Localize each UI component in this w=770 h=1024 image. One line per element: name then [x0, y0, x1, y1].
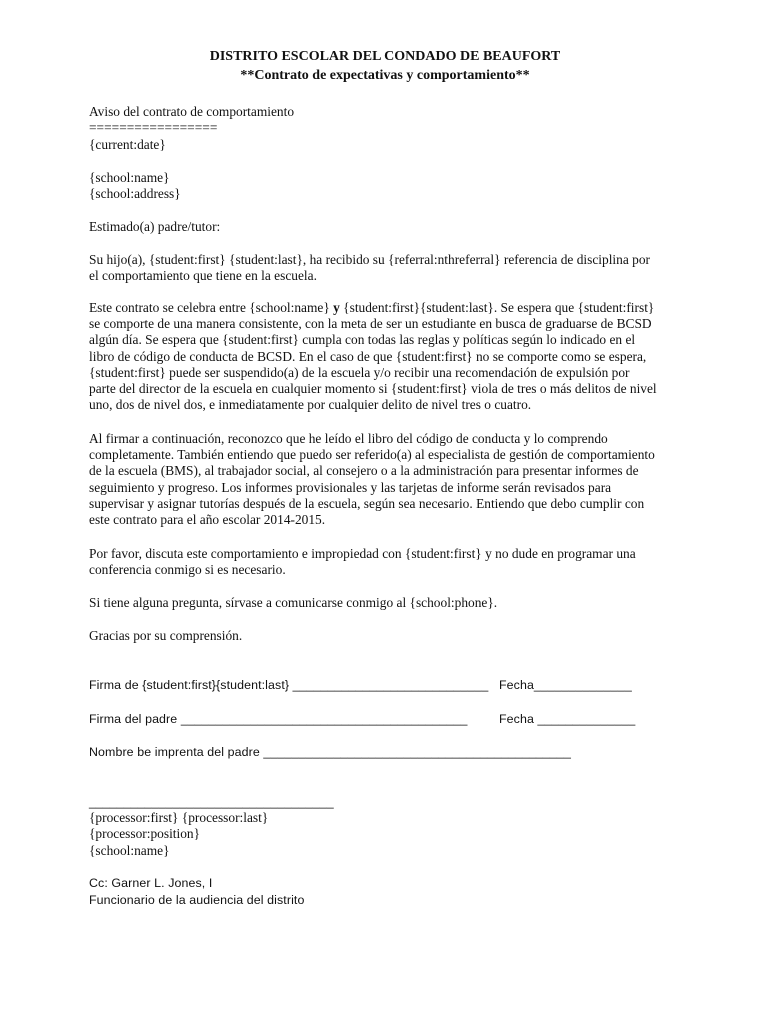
contract-text: {student:first}{student:last}. Se espera que {student:first} — [339, 300, 655, 315]
paragraph-line: uno, dos de nivel dos, e inmediatamente por cualquier delito de nivel tres o cuatro. — [89, 397, 532, 413]
processor-signature-line[interactable]: ___________________________________ — [89, 795, 334, 809]
parent-print-name-row — [89, 744, 571, 761]
paragraph-acknowledgement — [89, 431, 689, 528]
paragraph-line: seguimiento y progreso. Los informes provisionales y las tarjetas de informe serán revisados para — [89, 479, 612, 495]
contract-text: Este contrato se celebra entre {school:name} — [89, 300, 334, 315]
contract-bold-y: y — [333, 300, 340, 315]
notice-title: Aviso del contrato de comportamiento — [89, 104, 295, 119]
paragraph-referral — [89, 252, 689, 284]
school-name: {school:name} — [89, 170, 170, 185]
paragraph-line: el comportamiento que tiene en la escuela. — [89, 268, 317, 284]
cc-title: Funcionario de la audiencia del distrito — [89, 893, 305, 907]
paragraph-line: completamente. También entiendo que puedo ser referido(a) al especialista de gestión de comportamiento — [89, 447, 655, 463]
paragraph-questions: Si tiene alguna pregunta, sírvase a comunicarse conmigo al {school:phone}. — [89, 595, 498, 610]
student-signature-date[interactable]: Fecha______________ — [499, 678, 632, 692]
current-date: {current:date} — [89, 137, 166, 152]
paragraph-line: libro de código de conducta de BCSD. En el caso de que {student:first} no se comporte como se espera, — [89, 348, 647, 364]
paragraph-line: este contrato para el año escolar 2014-2015. — [89, 512, 326, 528]
paragraph-contract — [89, 300, 689, 413]
student-signature-label: Firma de {student:first}{student:last} — [89, 678, 293, 692]
paragraph-line: parte del director de la escuela en cualquier momento si {student:first} viola de tres o más delitos de nivel — [89, 381, 657, 397]
paragraph-discuss — [89, 546, 689, 578]
paragraph-line: Por favor, discuta este comportamiento e impropiedad con {student:first} y no dude en programar una — [89, 546, 636, 561]
notice-underline: ================= — [89, 120, 218, 135]
paragraph-line: {student:first} puede ser suspendido(a) de la escuela y/o recibir una recomendación de expulsión por — [89, 364, 630, 380]
paragraph-line — [89, 300, 689, 316]
paragraph-line: Al firmar a continuación, reconozco que he leído el libro del código de conducta y lo comprendo — [89, 431, 608, 446]
contract-title: **Contrato de expectativas y comportamiento** — [240, 68, 530, 83]
closing-thanks: Gracias por su comprensión. — [89, 628, 243, 643]
salutation: Estimado(a) padre/tutor: — [89, 219, 221, 234]
student-signature-row — [89, 677, 488, 694]
paragraph-line: conferencia conmigo si es necesario. — [89, 562, 286, 578]
district-title: DISTRITO ESCOLAR DEL CONDADO DE BEAUFORT — [209, 49, 561, 64]
cc-name: Cc: Garner L. Jones, I — [89, 876, 213, 890]
parent-print-name-line[interactable]: ____________________________________________ — [263, 745, 572, 759]
paragraph-line: supervisar y asignar tutorías después de la escuela, según sea necesario. Entiendo que debo cumplir con — [89, 495, 645, 511]
parent-signature-date[interactable]: Fecha ______________ — [499, 712, 636, 726]
processor-position: {processor:position} — [89, 826, 201, 841]
paragraph-line: algún día. Se espera que {student:first} cumpla con todas las reglas y políticas según lo indicado en el — [89, 332, 636, 348]
parent-print-name-label: Nombre be imprenta del padre — [89, 745, 264, 759]
parent-signature-line[interactable]: _________________________________________ — [180, 712, 468, 726]
processor-school-name: {school:name} — [89, 843, 170, 858]
paragraph-line: de la escuela (BMS), al trabajador social, al consejero o a la administración para presentar informes de — [89, 463, 639, 479]
paragraph-line: se comporte de una manera consistente, con la meta de ser un estudiante en busca de graduarse de BCSD — [89, 316, 652, 332]
student-signature-line[interactable]: ____________________________ — [292, 678, 489, 692]
school-address: {school:address} — [89, 186, 181, 201]
paragraph-line: Su hijo(a), {student:first} {student:last}, ha recibido su {referral:nthreferral} referencia de disciplina por — [89, 252, 650, 267]
parent-signature-row — [89, 711, 467, 728]
parent-signature-label: Firma del padre — [89, 712, 181, 726]
processor-name: {processor:first} {processor:last} — [89, 810, 269, 825]
